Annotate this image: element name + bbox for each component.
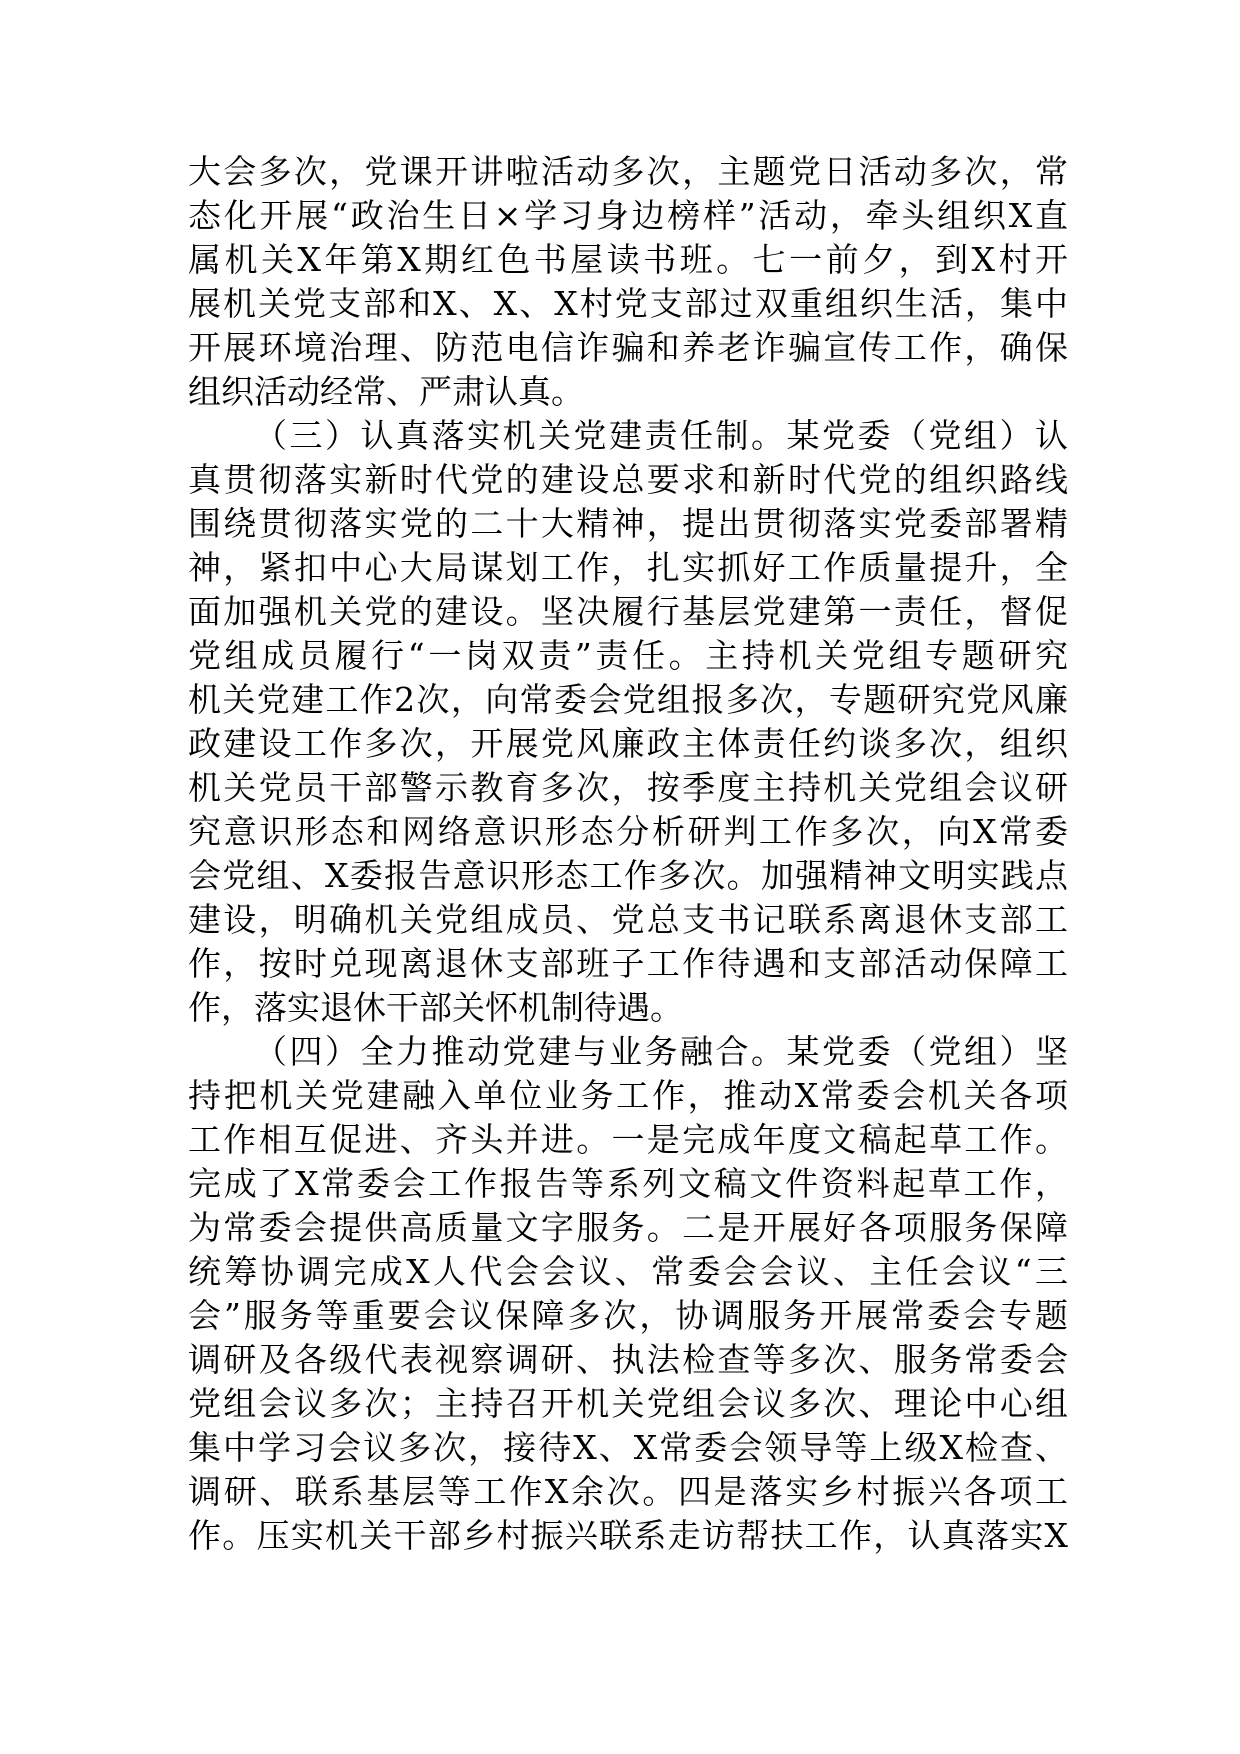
text-line: 调研及各级代表视察调研、执法检查等多次、服务常委会 (188, 1340, 1068, 1379)
text-line: 究意识形态和网络意识形态分析研判工作多次，向X常委 (188, 812, 1068, 851)
text-line: 神，紧扣中心大局谋划工作，扎实抓好工作质量提升，全 (188, 548, 1068, 587)
section-heading-line: （四）全力推动党建与业务融合。某党委（党组）坚 (254, 1032, 1068, 1071)
text-line: 统筹协调完成X人代会会议、常委会会议、主任会议“三 (188, 1252, 1068, 1291)
text-line: 属机关X年第X期红色书屋读书班。七一前夕，到X村开 (188, 240, 1068, 279)
text-line: 为常委会提供高质量文字服务。二是开展好各项服务保障 (188, 1208, 1068, 1247)
text-line: 会党组、X委报告意识形态工作多次。加强精神文明实践点 (188, 856, 1068, 895)
text-line: 组织活动经常、严肃认真。 (188, 372, 584, 411)
text-line: 集中学习会议多次，接待X、X常委会领导等上级X检查、 (188, 1428, 1068, 1467)
text-line: 完成了X常委会工作报告等系列文稿文件资料起草工作， (188, 1164, 1068, 1203)
text-line: 建设，明确机关党组成员、党总支书记联系离退休支部工 (188, 900, 1068, 939)
text-line: 作，按时兑现离退休支部班子工作待遇和支部活动保障工 (188, 944, 1068, 983)
text-line: 面加强机关党的建设。坚决履行基层党建第一责任，督促 (188, 592, 1068, 631)
text-line: 展机关党支部和X、X、X村党支部过双重组织生活，集中 (188, 284, 1068, 323)
text-line: 真贯彻落实新时代党的建设总要求和新时代党的组织路线 (188, 460, 1068, 499)
text-line: 政建设工作多次，开展党风廉政主体责任约谈多次，组织 (188, 724, 1068, 763)
text-line: 党组会议多次；主持召开机关党组会议多次、理论中心组 (188, 1384, 1068, 1423)
text-line: 作，落实退休干部关怀机制待遇。 (188, 988, 683, 1027)
text-line: 大会多次，党课开讲啦活动多次，主题党日活动多次，常 (188, 152, 1068, 191)
text-line: 开展环境治理、防范电信诈骗和养老诈骗宣传工作，确保 (188, 328, 1068, 367)
body-text (188, 150, 1068, 1558)
text-line: 调研、联系基层等工作X余次。四是落实乡村振兴各项工 (188, 1472, 1068, 1511)
section-heading-line: （三）认真落实机关党建责任制。某党委（党组）认 (254, 416, 1068, 455)
text-line: 工作相互促进、齐头并进。一是完成年度文稿起草工作。 (188, 1120, 1068, 1159)
text-line: 会”服务等重要会议保障多次，协调服务开展常委会专题 (188, 1296, 1068, 1335)
text-line: 机关党建工作2次，向常委会党组报多次，专题研究党风廉 (188, 680, 1068, 719)
text-line: 围绕贯彻落实党的二十大精神，提出贯彻落实党委部署精 (188, 504, 1068, 543)
text-line: 持把机关党建融入单位业务工作，推动X常委会机关各项 (188, 1076, 1068, 1115)
text-line: 作。压实机关干部乡村振兴联系走访帮扶工作，认真落实X (188, 1516, 1068, 1555)
text-line: 态化开展“政治生日×学习身边榜样”活动，牵头组织X直 (188, 196, 1068, 235)
text-line: 党组成员履行“一岗双责”责任。主持机关党组专题研究 (188, 636, 1068, 675)
text-line: 机关党员干部警示教育多次，按季度主持机关党组会议研 (188, 768, 1068, 807)
